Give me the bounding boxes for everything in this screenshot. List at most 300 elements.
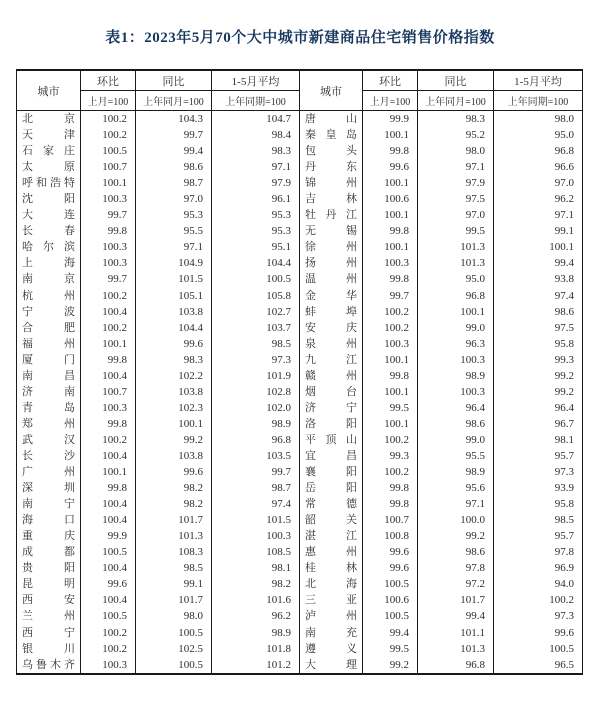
city-cell-right — [300, 352, 363, 368]
mom-value-left: 100.7 — [81, 384, 136, 400]
mom-value-left: 100.2 — [81, 432, 136, 448]
city-name-right: 平顶山 — [305, 433, 357, 446]
city-name-right: 烟台 — [305, 385, 357, 398]
mom-value-right: 100.8 — [363, 528, 418, 544]
mom-value-left: 99.7 — [81, 271, 136, 287]
city-name-left: 沈阳 — [22, 193, 75, 206]
city-cell-right — [300, 255, 363, 271]
yoy-value-right: 99.5 — [418, 223, 494, 239]
avg-value-left: 101.5 — [212, 512, 300, 528]
city-cell-right — [300, 304, 363, 320]
table-row — [17, 641, 583, 657]
city-name-right: 金华 — [305, 289, 357, 302]
city-cell-right — [300, 384, 363, 400]
city-cell-left — [17, 304, 81, 320]
table-row — [17, 592, 583, 608]
avg-value-left: 97.9 — [212, 175, 300, 191]
yoy-value-left: 97.0 — [136, 191, 212, 207]
mom-value-right: 99.4 — [363, 625, 418, 641]
mom-value-right: 99.8 — [363, 223, 418, 239]
city-cell-right — [300, 625, 363, 641]
yoy-value-left: 104.9 — [136, 255, 212, 271]
city-cell-left — [17, 416, 81, 432]
city-name-left: 银川 — [22, 642, 75, 655]
avg-value-right: 99.1 — [494, 223, 583, 239]
yoy-value-right: 100.3 — [418, 352, 494, 368]
avg-value-right: 99.3 — [494, 352, 583, 368]
yoy-value-left: 104.3 — [136, 111, 212, 128]
avg-value-left: 103.5 — [212, 448, 300, 464]
city-name-left: 长春 — [22, 225, 75, 238]
city-cell-left — [17, 464, 81, 480]
city-name-right: 赣州 — [305, 369, 357, 382]
mom-value-right: 99.3 — [363, 448, 418, 464]
city-cell-left — [17, 111, 81, 128]
avg-value-left: 103.7 — [212, 320, 300, 336]
yoy-value-left: 98.2 — [136, 480, 212, 496]
avg-value-left: 108.5 — [212, 544, 300, 560]
header-yoy-left: 同比 — [136, 70, 212, 91]
avg-value-right: 97.0 — [494, 175, 583, 191]
avg-value-right: 95.0 — [494, 127, 583, 143]
city-cell-right — [300, 143, 363, 159]
mom-value-left: 99.8 — [81, 480, 136, 496]
avg-value-left: 102.8 — [212, 384, 300, 400]
city-cell-left — [17, 207, 81, 223]
yoy-value-right: 101.7 — [418, 592, 494, 608]
mom-value-right: 99.5 — [363, 641, 418, 657]
avg-value-right: 98.0 — [494, 111, 583, 128]
city-name-right: 岳阳 — [305, 482, 357, 495]
city-cell-left — [17, 175, 81, 191]
yoy-value-right: 97.1 — [418, 496, 494, 512]
city-cell-right — [300, 657, 363, 674]
city-cell-right — [300, 464, 363, 480]
header-city-left: 城市 — [17, 70, 81, 111]
mom-value-left: 100.2 — [81, 127, 136, 143]
city-name-left: 长沙 — [22, 450, 75, 462]
avg-value-left: 102.0 — [212, 400, 300, 416]
city-cell-right — [300, 239, 363, 255]
city-cell-right — [300, 223, 363, 239]
header-yoy-base-left: 上年同月=100 — [136, 91, 212, 111]
avg-value-right: 98.5 — [494, 512, 583, 528]
city-name-right: 遵义 — [305, 642, 357, 655]
city-cell-left — [17, 320, 81, 336]
avg-value-right: 95.8 — [494, 336, 583, 352]
avg-value-right: 95.8 — [494, 496, 583, 512]
city-cell-left — [17, 223, 81, 239]
yoy-value-right: 97.8 — [418, 560, 494, 576]
yoy-value-left: 103.8 — [136, 304, 212, 320]
avg-value-right: 100.5 — [494, 641, 583, 657]
yoy-value-right: 100.0 — [418, 512, 494, 528]
table-row — [17, 271, 583, 287]
yoy-value-right: 97.1 — [418, 159, 494, 175]
city-name-right: 南充 — [305, 626, 357, 639]
mom-value-right: 100.3 — [363, 336, 418, 352]
table-row — [17, 304, 583, 320]
mom-value-right: 100.1 — [363, 207, 418, 223]
yoy-value-left: 103.8 — [136, 384, 212, 400]
avg-value-left: 98.1 — [212, 560, 300, 576]
yoy-value-left: 97.1 — [136, 239, 212, 255]
city-name-right: 湛江 — [305, 530, 357, 543]
city-name-left: 兰州 — [22, 610, 75, 623]
table-row — [17, 625, 583, 641]
table-row — [17, 657, 583, 674]
city-name-right: 三亚 — [305, 594, 357, 607]
mom-value-left: 100.2 — [81, 641, 136, 657]
mom-value-right: 99.8 — [363, 496, 418, 512]
mom-value-right: 100.1 — [363, 384, 418, 400]
city-cell-left — [17, 512, 81, 528]
avg-value-left: 95.3 — [212, 223, 300, 239]
mom-value-left: 100.1 — [81, 336, 136, 352]
mom-value-right: 99.2 — [363, 657, 418, 674]
city-name-left: 合肥 — [22, 321, 75, 334]
city-cell-right — [300, 175, 363, 191]
city-name-left: 西安 — [22, 594, 75, 607]
table-row — [17, 352, 583, 368]
city-cell-right — [300, 496, 363, 512]
yoy-value-right: 95.0 — [418, 271, 494, 287]
avg-value-left: 100.3 — [212, 528, 300, 544]
city-name-right: 秦皇岛 — [305, 129, 357, 142]
table-row — [17, 143, 583, 159]
yoy-value-right: 97.2 — [418, 576, 494, 592]
city-name-left: 西宁 — [22, 626, 75, 639]
yoy-value-left: 99.7 — [136, 127, 212, 143]
mom-value-left: 100.2 — [81, 288, 136, 304]
table-row — [17, 528, 583, 544]
city-name-left: 宁波 — [22, 305, 75, 318]
avg-value-left: 105.8 — [212, 288, 300, 304]
table-row — [17, 480, 583, 496]
mom-value-right: 99.7 — [363, 288, 418, 304]
mom-value-right: 99.6 — [363, 159, 418, 175]
avg-value-right: 96.5 — [494, 657, 583, 674]
yoy-value-right: 97.9 — [418, 175, 494, 191]
mom-value-left: 100.5 — [81, 608, 136, 624]
avg-value-right: 97.1 — [494, 207, 583, 223]
city-name-left: 上海 — [22, 257, 75, 270]
city-name-right: 韶关 — [305, 514, 357, 527]
city-cell-left — [17, 528, 81, 544]
yoy-value-left: 99.6 — [136, 464, 212, 480]
city-cell-right — [300, 336, 363, 352]
table-row — [17, 288, 583, 304]
header-mom-base-left: 上月=100 — [81, 91, 136, 111]
mom-value-right: 99.9 — [363, 111, 418, 128]
city-cell-left — [17, 592, 81, 608]
yoy-value-left: 98.7 — [136, 175, 212, 191]
mom-value-right: 99.8 — [363, 271, 418, 287]
city-cell-left — [17, 400, 81, 416]
table-row — [17, 159, 583, 175]
avg-value-right: 95.7 — [494, 528, 583, 544]
header-avg-base-right: 上年同期=100 — [494, 91, 583, 111]
yoy-value-right: 98.0 — [418, 143, 494, 159]
city-cell-right — [300, 416, 363, 432]
yoy-value-left: 98.5 — [136, 560, 212, 576]
mom-value-left: 100.4 — [81, 592, 136, 608]
mom-value-left: 100.4 — [81, 304, 136, 320]
mom-value-left: 100.4 — [81, 448, 136, 464]
yoy-value-right: 97.5 — [418, 191, 494, 207]
table-row — [17, 464, 583, 480]
avg-value-right: 97.4 — [494, 288, 583, 304]
avg-value-left: 101.8 — [212, 641, 300, 657]
avg-value-right: 100.2 — [494, 592, 583, 608]
mom-value-right: 99.8 — [363, 143, 418, 159]
header-mom-left: 环比 — [81, 70, 136, 91]
avg-value-left: 100.5 — [212, 271, 300, 287]
mom-value-left: 100.2 — [81, 111, 136, 128]
mom-value-right: 100.1 — [363, 352, 418, 368]
yoy-value-left: 98.3 — [136, 352, 212, 368]
mom-value-left: 99.8 — [81, 352, 136, 368]
city-name-left: 石家庄 — [22, 145, 75, 158]
table-row — [17, 576, 583, 592]
city-cell-left — [17, 432, 81, 448]
mom-value-left: 100.2 — [81, 320, 136, 336]
city-name-right: 无锡 — [305, 225, 357, 238]
city-cell-left — [17, 657, 81, 674]
city-name-left: 重庆 — [22, 530, 75, 543]
yoy-value-left: 100.1 — [136, 416, 212, 432]
yoy-value-right: 95.2 — [418, 127, 494, 143]
avg-value-right: 93.8 — [494, 271, 583, 287]
avg-value-right: 96.4 — [494, 400, 583, 416]
header-avg-left: 1-5月平均 — [212, 70, 300, 91]
avg-value-right: 96.8 — [494, 143, 583, 159]
yoy-value-right: 98.3 — [418, 111, 494, 128]
yoy-value-left: 105.1 — [136, 288, 212, 304]
yoy-value-left: 99.4 — [136, 143, 212, 159]
yoy-value-right: 98.6 — [418, 544, 494, 560]
city-cell-left — [17, 352, 81, 368]
mom-value-left: 100.5 — [81, 143, 136, 159]
yoy-value-left: 104.4 — [136, 320, 212, 336]
yoy-value-right: 101.1 — [418, 625, 494, 641]
header-yoy-base-right: 上年同月=100 — [418, 91, 494, 111]
mom-value-left: 99.8 — [81, 223, 136, 239]
mom-value-right: 100.2 — [363, 464, 418, 480]
city-cell-left — [17, 448, 81, 464]
yoy-value-left: 98.0 — [136, 608, 212, 624]
city-cell-left — [17, 608, 81, 624]
table-row — [17, 223, 583, 239]
mom-value-right: 100.7 — [363, 512, 418, 528]
yoy-value-left: 100.5 — [136, 625, 212, 641]
city-name-right: 蚌埠 — [305, 305, 357, 318]
city-name-left: 济南 — [22, 385, 75, 398]
yoy-value-left: 101.3 — [136, 528, 212, 544]
yoy-value-right: 99.0 — [418, 320, 494, 336]
city-name-right: 扬州 — [305, 257, 357, 270]
avg-value-left: 98.9 — [212, 416, 300, 432]
city-cell-left — [17, 255, 81, 271]
table-row — [17, 239, 583, 255]
yoy-value-right: 96.3 — [418, 336, 494, 352]
city-name-right: 泉州 — [305, 337, 357, 350]
city-cell-left — [17, 191, 81, 207]
table-row — [17, 608, 583, 624]
yoy-value-left: 102.2 — [136, 368, 212, 384]
mom-value-right: 99.6 — [363, 544, 418, 560]
mom-value-left: 100.4 — [81, 368, 136, 384]
city-cell-right — [300, 432, 363, 448]
yoy-value-left: 101.5 — [136, 271, 212, 287]
avg-value-right: 97.3 — [494, 464, 583, 480]
city-cell-left — [17, 143, 81, 159]
avg-value-left: 101.2 — [212, 657, 300, 674]
city-name-right: 北海 — [305, 578, 357, 591]
city-cell-right — [300, 207, 363, 223]
header-mom-right: 环比 — [363, 70, 418, 91]
mom-value-left: 99.9 — [81, 528, 136, 544]
city-name-right: 襄阳 — [305, 466, 357, 479]
yoy-value-right: 99.2 — [418, 528, 494, 544]
table-row — [17, 384, 583, 400]
city-name-left: 呼和浩特 — [22, 177, 75, 190]
mom-value-left: 100.3 — [81, 255, 136, 271]
mom-value-left: 100.1 — [81, 464, 136, 480]
avg-value-left: 97.3 — [212, 352, 300, 368]
avg-value-left: 95.1 — [212, 239, 300, 255]
city-name-right: 惠州 — [305, 546, 357, 559]
city-name-left: 昆明 — [22, 578, 75, 591]
mom-value-left: 100.3 — [81, 657, 136, 674]
yoy-value-left: 98.6 — [136, 159, 212, 175]
city-name-right: 吉林 — [305, 193, 357, 206]
avg-value-left: 98.5 — [212, 336, 300, 352]
header-mom-base-right: 上月=100 — [363, 91, 418, 111]
city-cell-right — [300, 127, 363, 143]
mom-value-right: 100.5 — [363, 608, 418, 624]
city-name-right: 温州 — [305, 273, 357, 286]
table-row — [17, 496, 583, 512]
city-cell-right — [300, 641, 363, 657]
yoy-value-left: 102.3 — [136, 400, 212, 416]
city-name-right: 牡丹江 — [305, 209, 357, 222]
city-name-right: 安庆 — [305, 321, 357, 334]
city-name-right: 洛阳 — [305, 417, 357, 430]
yoy-value-right: 97.0 — [418, 207, 494, 223]
mom-value-left: 100.4 — [81, 496, 136, 512]
avg-value-left: 102.7 — [212, 304, 300, 320]
city-name-left: 乌鲁木齐 — [22, 658, 75, 671]
avg-value-right: 99.4 — [494, 255, 583, 271]
city-name-left: 郑州 — [22, 417, 75, 430]
city-cell-right — [300, 400, 363, 416]
city-cell-right — [300, 608, 363, 624]
avg-value-right: 94.0 — [494, 576, 583, 592]
mom-value-left: 100.4 — [81, 512, 136, 528]
city-name-left: 北京 — [22, 113, 75, 126]
city-cell-right — [300, 544, 363, 560]
table-row — [17, 368, 583, 384]
city-cell-left — [17, 127, 81, 143]
city-name-right: 济宁 — [305, 401, 357, 414]
city-name-right: 常德 — [305, 498, 357, 511]
mom-value-right: 99.8 — [363, 368, 418, 384]
mom-value-right: 100.1 — [363, 416, 418, 432]
avg-value-left: 96.2 — [212, 608, 300, 624]
city-cell-left — [17, 496, 81, 512]
city-name-left: 天津 — [22, 129, 75, 142]
city-name-right: 桂林 — [305, 562, 357, 575]
yoy-value-right: 101.3 — [418, 255, 494, 271]
city-cell-right — [300, 320, 363, 336]
city-name-right: 泸州 — [305, 610, 357, 623]
city-cell-right — [300, 512, 363, 528]
table-row — [17, 111, 583, 128]
avg-value-right: 98.6 — [494, 304, 583, 320]
mom-value-left: 100.1 — [81, 175, 136, 191]
city-name-left: 武汉 — [22, 433, 75, 446]
mom-value-left: 100.5 — [81, 544, 136, 560]
city-name-left: 哈尔滨 — [22, 241, 75, 254]
city-cell-right — [300, 448, 363, 464]
table-row — [17, 320, 583, 336]
avg-value-right: 100.1 — [494, 239, 583, 255]
mom-value-left: 99.6 — [81, 576, 136, 592]
avg-value-left: 97.4 — [212, 496, 300, 512]
city-cell-left — [17, 239, 81, 255]
mom-value-right: 100.1 — [363, 175, 418, 191]
avg-value-right: 96.6 — [494, 159, 583, 175]
yoy-value-right: 98.9 — [418, 368, 494, 384]
avg-value-left: 96.8 — [212, 432, 300, 448]
yoy-value-left: 95.3 — [136, 207, 212, 223]
yoy-value-left: 101.7 — [136, 512, 212, 528]
header-yoy-right: 同比 — [418, 70, 494, 91]
city-name-left: 厦门 — [22, 353, 75, 366]
avg-value-right: 98.1 — [494, 432, 583, 448]
avg-value-right: 99.6 — [494, 625, 583, 641]
yoy-value-right: 100.1 — [418, 304, 494, 320]
header-avg-base-left: 上年同期=100 — [212, 91, 300, 111]
city-name-left: 贵阳 — [22, 562, 75, 575]
avg-value-left: 104.4 — [212, 255, 300, 271]
yoy-value-right: 101.3 — [418, 239, 494, 255]
yoy-value-left: 99.6 — [136, 336, 212, 352]
city-cell-left — [17, 336, 81, 352]
yoy-value-right: 99.0 — [418, 432, 494, 448]
mom-value-right: 100.1 — [363, 127, 418, 143]
city-cell-left — [17, 576, 81, 592]
table-row — [17, 544, 583, 560]
table-row — [17, 191, 583, 207]
avg-value-right: 97.3 — [494, 608, 583, 624]
city-name-right: 大理 — [305, 658, 357, 671]
mom-value-right: 99.8 — [363, 480, 418, 496]
mom-value-right: 99.5 — [363, 400, 418, 416]
table-row — [17, 175, 583, 191]
city-cell-right — [300, 592, 363, 608]
avg-value-left: 96.1 — [212, 191, 300, 207]
header-city-right: 城市 — [300, 70, 363, 111]
city-cell-left — [17, 384, 81, 400]
yoy-value-left: 103.8 — [136, 448, 212, 464]
city-name-right: 包头 — [305, 145, 357, 158]
city-cell-right — [300, 368, 363, 384]
avg-value-left: 98.2 — [212, 576, 300, 592]
city-cell-right — [300, 159, 363, 175]
city-cell-right — [300, 528, 363, 544]
